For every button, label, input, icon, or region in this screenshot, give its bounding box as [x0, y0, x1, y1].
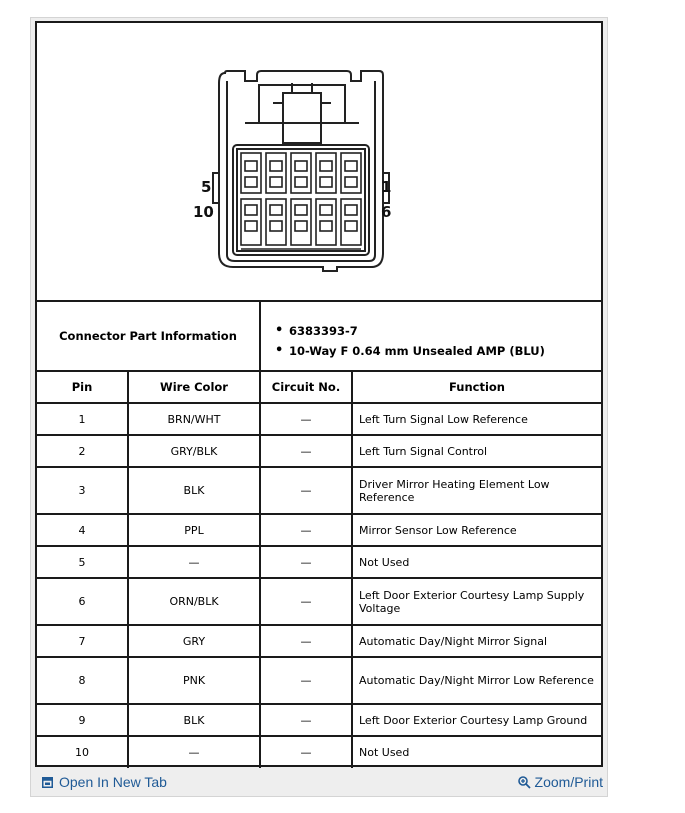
- table-row: [37, 403, 601, 435]
- cell-wire-color: BLK: [128, 467, 260, 514]
- table-row: [37, 435, 601, 467]
- table-row: [37, 546, 601, 578]
- cell-pin: 9: [37, 704, 128, 736]
- pin-label-6: 6: [381, 203, 392, 221]
- connector-document: [35, 21, 603, 767]
- cell-pin: 1: [37, 403, 128, 435]
- pin-label-5: 5: [201, 178, 212, 196]
- cell-function: Automatic Day/Night Mirror Signal: [352, 625, 601, 657]
- header-function: Function: [352, 371, 601, 403]
- cell-function: Left Door Exterior Courtesy Lamp Ground: [352, 704, 601, 736]
- open-tab-icon: [42, 777, 53, 788]
- part-info-label: Connector Part Information: [37, 302, 261, 370]
- cell-wire-color: GRY/BLK: [128, 435, 260, 467]
- cell-pin: 4: [37, 514, 128, 546]
- cell-circuit: —: [260, 546, 352, 578]
- cell-pin: 3: [37, 467, 128, 514]
- table-row: [37, 625, 601, 657]
- cell-function: Mirror Sensor Low Reference: [352, 514, 601, 546]
- cell-circuit: —: [260, 435, 352, 467]
- open-in-new-tab-label: Open In New Tab: [59, 774, 167, 790]
- cell-wire-color: PPL: [128, 514, 260, 546]
- part-description: • 10-Way F 0.64 mm Unsealed AMP (BLU): [289, 341, 545, 361]
- connector-drawing: [37, 23, 601, 300]
- table-row: [37, 467, 601, 514]
- pin-label-1: 1: [381, 178, 392, 196]
- table-row: [37, 704, 601, 736]
- cell-wire-color: BLK: [128, 704, 260, 736]
- cell-function: Not Used: [352, 546, 601, 578]
- table-header-row: [37, 371, 601, 403]
- cell-function: Left Turn Signal Low Reference: [352, 403, 601, 435]
- zoom-print-link[interactable]: [518, 774, 603, 790]
- cell-circuit: —: [260, 467, 352, 514]
- cell-circuit: —: [260, 736, 352, 768]
- cell-function: Left Turn Signal Control: [352, 435, 601, 467]
- cell-pin: 10: [37, 736, 128, 768]
- cell-function: Driver Mirror Heating Element Low Reference: [352, 467, 601, 514]
- cell-function: Left Door Exterior Courtesy Lamp Supply Voltage: [352, 578, 601, 625]
- cell-wire-color: BRN/WHT: [128, 403, 260, 435]
- header-circuit-no: Circuit No.: [260, 371, 352, 403]
- cell-circuit: —: [260, 514, 352, 546]
- cell-pin: 6: [37, 578, 128, 625]
- part-number: • 6383393-7: [289, 321, 545, 341]
- cell-circuit: —: [260, 625, 352, 657]
- cell-pin: 5: [37, 546, 128, 578]
- header-wire-color: Wire Color: [128, 371, 260, 403]
- document-frame: [30, 17, 608, 797]
- cell-pin: 2: [37, 435, 128, 467]
- pin-table: [37, 370, 601, 768]
- header-pin: Pin: [37, 371, 128, 403]
- cell-circuit: —: [260, 403, 352, 435]
- footer-bar: [31, 774, 609, 796]
- cell-function: Automatic Day/Night Mirror Low Reference: [352, 657, 601, 704]
- table-row: [37, 514, 601, 546]
- cell-wire-color: PNK: [128, 657, 260, 704]
- cell-wire-color: ORN/BLK: [128, 578, 260, 625]
- zoom-print-label: Zoom/Print: [534, 774, 603, 790]
- cell-circuit: —: [260, 704, 352, 736]
- cell-function: Not Used: [352, 736, 601, 768]
- cell-wire-color: —: [128, 736, 260, 768]
- table-row: [37, 578, 601, 625]
- connector-diagram: [37, 23, 601, 302]
- zoom-icon: [518, 776, 531, 789]
- table-row: [37, 657, 601, 704]
- cell-wire-color: —: [128, 546, 260, 578]
- table-row: [37, 736, 601, 768]
- part-info-list: [263, 302, 601, 370]
- open-in-new-tab-link[interactable]: [42, 774, 167, 790]
- pin-label-10: 10: [193, 203, 214, 221]
- cell-circuit: —: [260, 578, 352, 625]
- cell-circuit: —: [260, 657, 352, 704]
- cell-pin: 7: [37, 625, 128, 657]
- cell-pin: 8: [37, 657, 128, 704]
- cell-wire-color: GRY: [128, 625, 260, 657]
